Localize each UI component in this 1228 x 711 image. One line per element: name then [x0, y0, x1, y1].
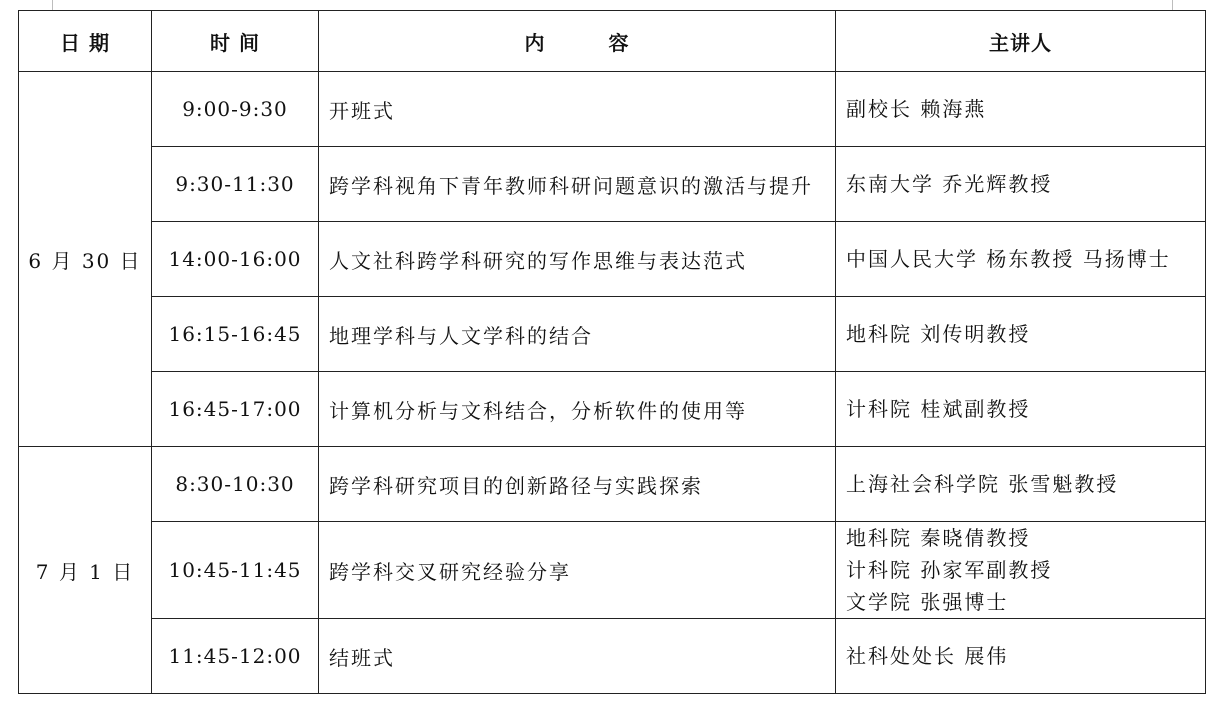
header-speaker: 主讲人	[836, 11, 1206, 72]
date-cell: 6 月 30 日	[19, 72, 152, 447]
speaker-cell	[836, 147, 1206, 222]
time-cell: 10:45-11:45	[152, 522, 319, 619]
table-row	[19, 372, 1206, 447]
page-margin-mark-left	[52, 0, 53, 10]
content-cell: 结班式	[319, 619, 836, 694]
speaker-name: 中国人民大学 杨东教授 马扬博士	[846, 247, 1171, 271]
speaker-cell	[836, 72, 1206, 147]
content-cell: 跨学科研究项目的创新路径与实践探索	[319, 447, 836, 522]
header-date: 日 期	[19, 11, 152, 72]
content-cell: 地理学科与人文学科的结合	[319, 297, 836, 372]
table-row	[19, 619, 1206, 694]
header-time: 时 间	[152, 11, 319, 72]
table-row	[19, 447, 1206, 522]
speaker-cell	[836, 619, 1206, 694]
table-row	[19, 72, 1206, 147]
speaker-name: 文学院 张强博士	[846, 590, 1009, 614]
speaker-name: 上海社会科学院 张雪魁教授	[846, 472, 1119, 496]
header-content: 内 容	[319, 11, 836, 72]
time-cell: 14:00-16:00	[152, 222, 319, 297]
speaker-cell	[836, 297, 1206, 372]
table-row	[19, 222, 1206, 297]
time-cell: 9:00-9:30	[152, 72, 319, 147]
content-cell: 跨学科交叉研究经验分享	[319, 522, 836, 619]
time-cell: 8:30-10:30	[152, 447, 319, 522]
content-cell: 计算机分析与文科结合，分析软件的使用等	[319, 372, 836, 447]
speaker-cell	[836, 447, 1206, 522]
date-cell: 7 月 1 日	[19, 447, 152, 694]
time-cell: 11:45-12:00	[152, 619, 319, 694]
table-header-row	[19, 11, 1206, 72]
page-margin-mark-right	[1172, 0, 1173, 10]
time-cell: 16:15-16:45	[152, 297, 319, 372]
speaker-name: 计科院 孙家军副教授	[846, 558, 1053, 582]
speaker-name: 副校长 赖海燕	[846, 97, 987, 121]
table-row	[19, 297, 1206, 372]
content-cell: 跨学科视角下青年教师科研问题意识的激活与提升	[319, 147, 836, 222]
table-row	[19, 522, 1206, 619]
content-cell: 开班式	[319, 72, 836, 147]
speaker-name: 社科处处长 展伟	[846, 644, 1009, 668]
schedule-table	[18, 10, 1206, 694]
speaker-name: 东南大学 乔光辉教授	[846, 172, 1053, 196]
table-row	[19, 147, 1206, 222]
time-cell: 16:45-17:00	[152, 372, 319, 447]
content-cell: 人文社科跨学科研究的写作思维与表达范式	[319, 222, 836, 297]
speaker-name: 地科院 刘传明教授	[846, 322, 1031, 346]
speaker-cell	[836, 522, 1206, 619]
speaker-name: 计科院 桂斌副教授	[846, 397, 1031, 421]
speaker-name: 地科院 秦晓倩教授	[846, 526, 1031, 550]
speaker-cell	[836, 372, 1206, 447]
time-cell: 9:30-11:30	[152, 147, 319, 222]
speaker-cell	[836, 222, 1206, 297]
